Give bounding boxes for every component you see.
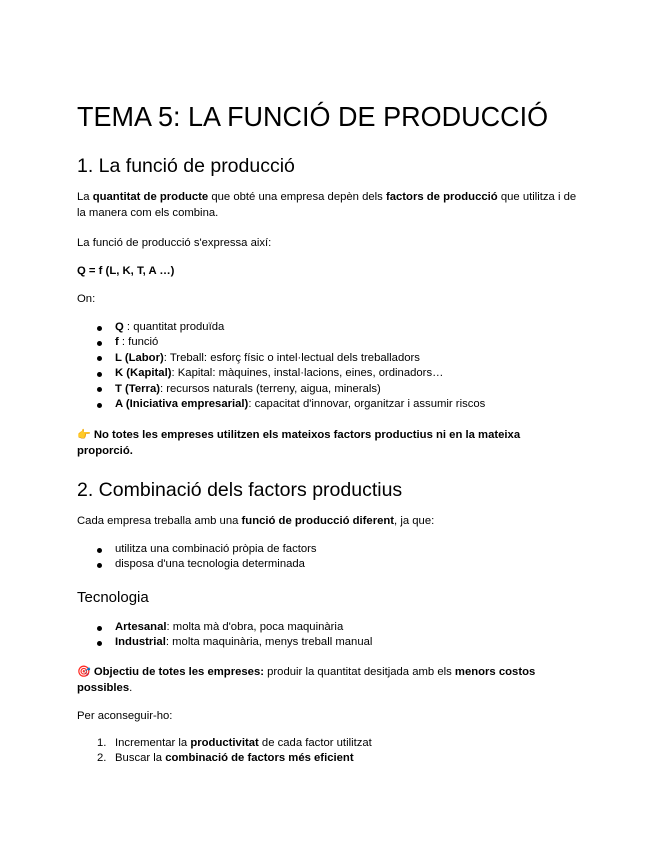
section-1-intro [77, 190, 577, 221]
section-2-heading: 2. Combinació dels factors productius [77, 479, 403, 501]
step-bold: productivitat [190, 737, 259, 749]
item-desc: : Kapital: màquines, instal·lacions, eines, ordinadors… [171, 367, 444, 380]
list-item [77, 351, 577, 366]
list-item [77, 751, 577, 766]
intro-bold-quantitat: quantitat de producte [92, 191, 209, 203]
list-item: disposa d'una tecnologia determinada [77, 557, 577, 572]
item-term: Artesanal [115, 621, 167, 633]
list-item [77, 635, 577, 650]
item-term: A (Iniciativa empresarial) [115, 398, 249, 411]
goal-paragraph [77, 664, 577, 696]
step-text: de cada factor utilitzat [258, 737, 372, 749]
intro-text: La [77, 191, 93, 203]
step-text: Incrementar la [115, 737, 191, 749]
item-desc: : Treball: esforç físic o intel·lectual dels treballadors [163, 351, 420, 364]
goal-text: . [129, 681, 133, 694]
item-term: Q [115, 321, 124, 333]
item-desc: : recursos naturals (terreny, aigua, minerals) [159, 382, 381, 395]
intro-text: que obté una empresa depèn dels [208, 191, 386, 203]
intro-text: que utilitza i de la manera com els combina. [77, 191, 577, 219]
factors-note [77, 427, 577, 459]
formula-text: Q = f (L, K, T, A …) [77, 265, 175, 277]
reasons-list [77, 542, 577, 573]
item-term: K (Kapital) [115, 367, 172, 380]
section-1-heading: 1. La funció de producció [77, 155, 295, 177]
technology-list [77, 620, 577, 651]
intro-text: Cada empresa treballa amb una [77, 515, 242, 527]
list-item [77, 320, 577, 335]
factors-list [77, 320, 577, 412]
list-item [77, 397, 577, 412]
item-term: L (Labor) [115, 351, 164, 364]
item-desc: : molta maquinària, menys treball manual [165, 636, 373, 649]
item-term: Industrial [115, 636, 166, 649]
item-term: T (Terra) [115, 382, 160, 395]
item-desc: : capacitat d'innovar, organitzar i assumir riscos [248, 398, 486, 411]
note-text: No totes les empreses utilitzen els mateixos factors productius ni en la mateixa proporció. [77, 429, 521, 457]
list-item [77, 736, 577, 751]
intro-bold-funcio: funció de producció diferent [241, 515, 395, 527]
technology-heading: Tecnologia [77, 589, 149, 606]
goal-bold: menors costos possibles [77, 666, 536, 694]
formula [77, 264, 577, 280]
step-number: 2. [97, 752, 107, 765]
item-desc: : funció [118, 336, 159, 349]
intro-bold-factors: factors de producció [385, 191, 498, 203]
item-desc: : quantitat produïda [123, 321, 225, 333]
intro-text: , ja que: [394, 515, 435, 527]
goal-label: Objectiu de totes les empreses: [90, 666, 264, 678]
goal-text: produir la quantitat desitjada amb els [264, 666, 455, 678]
list-item [77, 366, 577, 381]
list-item [77, 620, 577, 635]
per-aconseguir-text: Per aconseguir-ho: [77, 710, 173, 722]
section-2-intro [77, 514, 577, 530]
step-bold: combinació de factors més eficient [165, 752, 354, 765]
list-item [77, 335, 577, 350]
list-item [77, 382, 577, 397]
on-label: On: [77, 293, 96, 305]
page-title: TEMA 5: LA FUNCIÓ DE PRODUCCIÓ [77, 101, 549, 133]
list-item: utilitza una combinació pròpia de factors [77, 542, 577, 557]
item-desc: : molta mà d'obra, poca maquinària [166, 621, 344, 633]
item-term: f [115, 336, 119, 349]
pointing-hand-icon: 👉 [77, 428, 91, 441]
target-icon: 🎯 [77, 665, 91, 678]
step-number: 1. [97, 737, 107, 749]
step-text: Buscar la [115, 752, 166, 765]
steps-list [77, 736, 577, 767]
function-expression-text: La funció de producció s'expressa així: [77, 237, 272, 249]
